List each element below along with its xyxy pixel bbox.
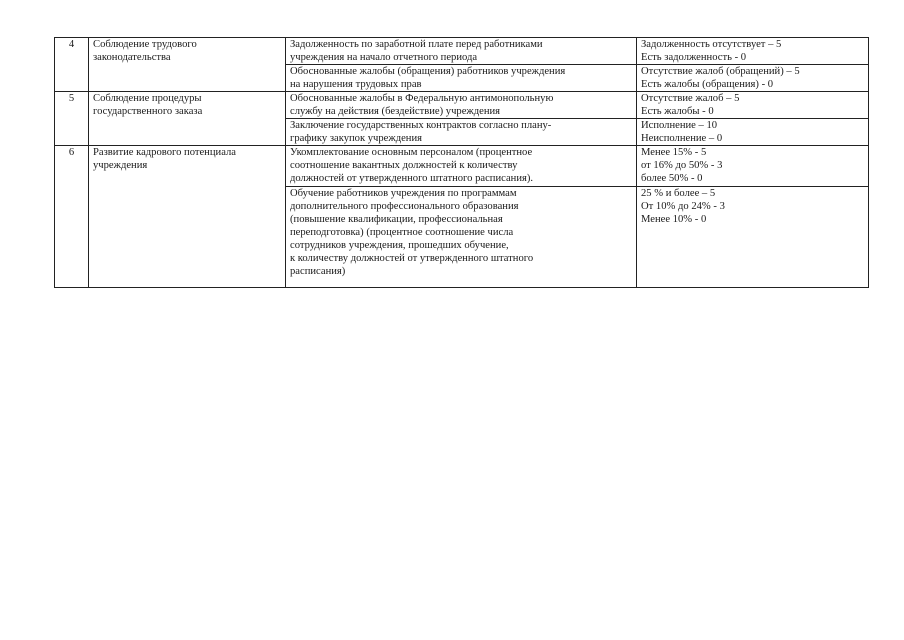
criteria-table [54,37,869,288]
indicator-cell: Обоснованные жалобы (обращения) работников учреждения на нарушения трудовых прав [286,65,637,92]
indicator-cell: Задолженность по заработной плате перед работниками учреждения на начало отчетного периода [286,38,637,65]
table-row [55,146,869,187]
table-row [55,92,869,119]
criterion-cell: Соблюдение процедуры государственного заказа [89,92,286,146]
indicator-cell: Заключение государственных контрактов согласно плану- графику закупок учреждения [286,119,637,146]
score-cell: 25 % и более – 5 От 10% до 24% - 3 Менее 10% - 0 [637,187,869,288]
criterion-cell: Соблюдение трудового законодательства [89,38,286,92]
score-cell: Менее 15% - 5 от 16% до 50% - 3 более 50% - 0 [637,146,869,187]
criterion-cell: Развитие кадрового потенциала учреждения [89,146,286,288]
indicator-cell: Укомплектование основным персоналом (процентное соотношение вакантных должностей к количеству должностей от утвержденного штатного расписания). [286,146,637,187]
score-cell: Отсутствие жалоб – 5 Есть жалобы - 0 [637,92,869,119]
score-cell: Задолженность отсутствует – 5 Есть задолженность - 0 [637,38,869,65]
score-cell: Исполнение – 10 Неисполнение – 0 [637,119,869,146]
score-cell: Отсутствие жалоб (обращений) – 5 Есть жалобы (обращения) - 0 [637,65,869,92]
indicator-cell: Обоснованные жалобы в Федеральную антимонопольную службу на действия (бездействие) учреждения [286,92,637,119]
row-number: 4 [55,38,89,92]
indicator-cell: Обучение работников учреждения по программам дополнительного профессионального образования (повышение квалификации, профессиональная переподготовка) (процентное соотношение числа сотрудников учреждения, прошедших обучение, к количеству должностей от утвержденного штатного расписания) [286,187,637,288]
table-row [55,38,869,65]
row-number: 6 [55,146,89,288]
row-number: 5 [55,92,89,146]
